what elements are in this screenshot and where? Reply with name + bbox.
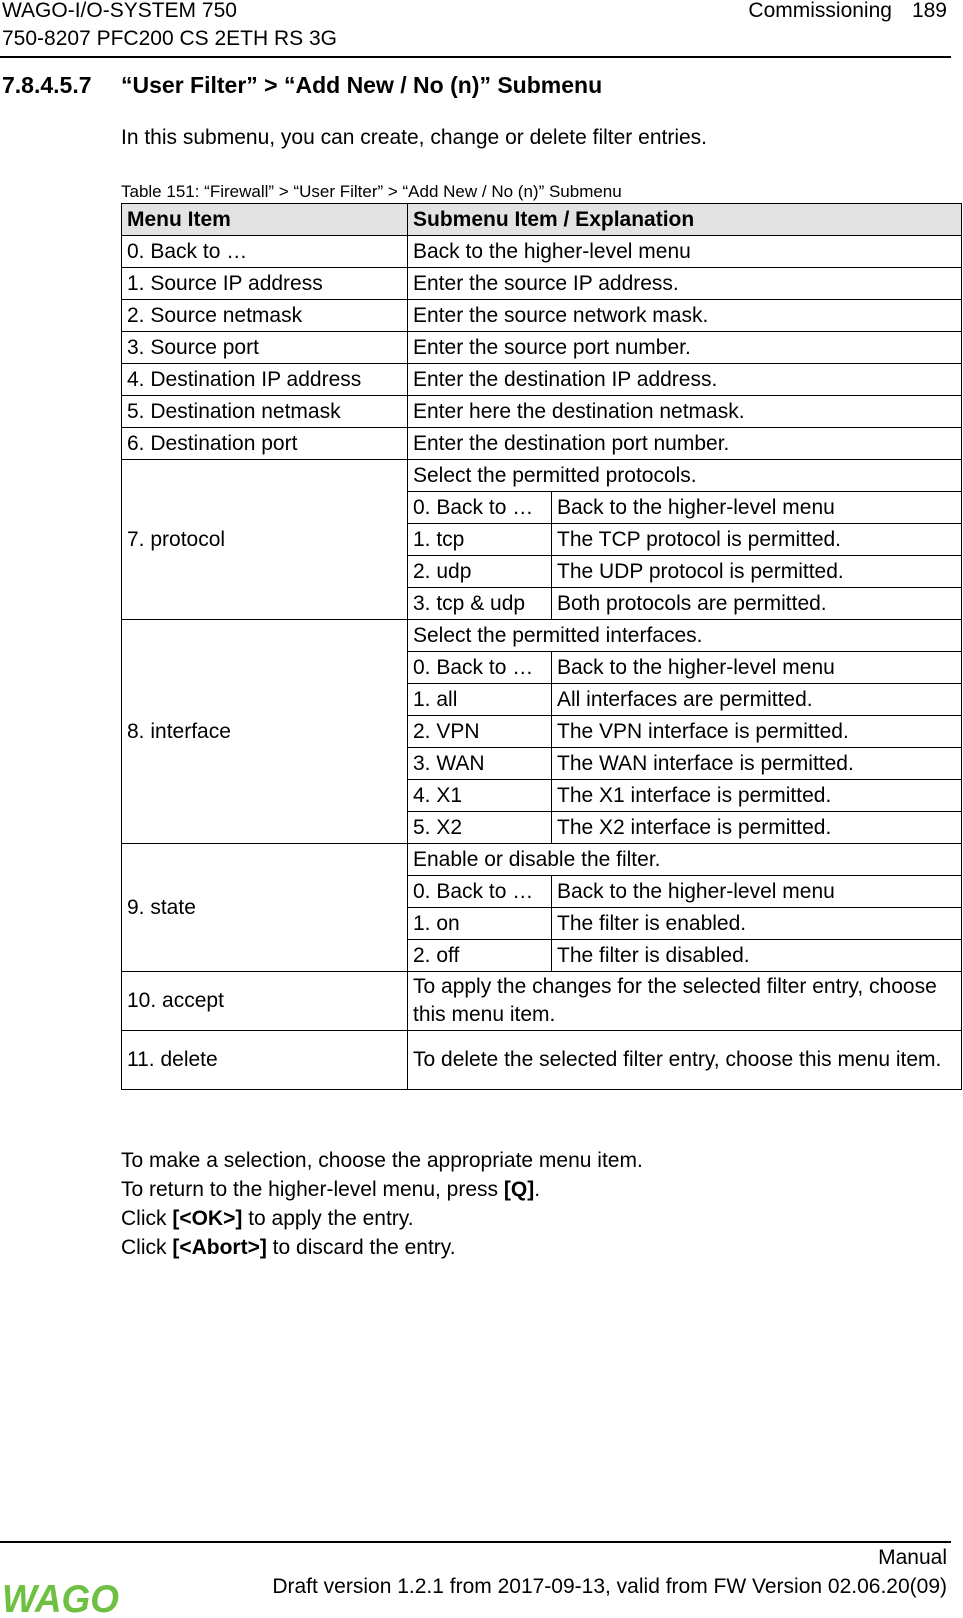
product-line: WAGO-I/O-SYSTEM 750 (2, 0, 237, 22)
table-row (122, 428, 962, 460)
submenu-explanation: Back to the higher-level menu (552, 876, 962, 908)
submenu-option: 0. Back to … (408, 492, 552, 524)
menu-item: 2. Source netmask (122, 300, 408, 332)
wago-logo-text: WAGO (2, 1579, 119, 1617)
submenu-option: 0. Back to … (408, 876, 552, 908)
table-row (122, 1031, 962, 1090)
submenu-explanation: The filter is disabled. (552, 940, 962, 972)
protocol-description: Select the permitted protocols. (408, 460, 962, 492)
explanation: Enter the source port number. (408, 332, 962, 364)
table-row (122, 236, 962, 268)
menu-item: 0. Back to … (122, 236, 408, 268)
menu-item-accept: 10. accept (122, 972, 408, 1031)
menu-item: 3. Source port (122, 332, 408, 364)
header-divider (0, 56, 951, 58)
submenu-explanation: The UDP protocol is permitted. (552, 556, 962, 588)
submenu-explanation: Both protocols are permitted. (552, 588, 962, 620)
submenu-option: 2. VPN (408, 716, 552, 748)
submenu-option: 1. all (408, 684, 552, 716)
submenu-explanation: All interfaces are permitted. (552, 684, 962, 716)
instruction-abort: Click [<Abort>] to discard the entry. (121, 1236, 456, 1259)
submenu-explanation: Back to the higher-level menu (552, 492, 962, 524)
submenu-explanation: The X1 interface is permitted. (552, 780, 962, 812)
explanation: Enter here the destination netmask. (408, 396, 962, 428)
menu-item-state: 9. state (122, 844, 408, 972)
menu-item: 4. Destination IP address (122, 364, 408, 396)
explanation: Enter the destination IP address. (408, 364, 962, 396)
menu-item-interface: 8. interface (122, 620, 408, 844)
explanation: Enter the source IP address. (408, 268, 962, 300)
submenu-table (121, 203, 962, 1090)
submenu-explanation: The VPN interface is permitted. (552, 716, 962, 748)
footer-version-note: Draft version 1.2.1 from 2017-09-13, valid from FW Version 02.06.20(09) (272, 1575, 947, 1598)
section-intro: In this submenu, you can create, change or delete filter entries. (121, 126, 708, 149)
submenu-option: 2. udp (408, 556, 552, 588)
table-row (122, 364, 962, 396)
submenu-option: 0. Back to … (408, 652, 552, 684)
page-header-right (748, 0, 947, 25)
table-row (122, 268, 962, 300)
submenu-option: 3. tcp & udp (408, 588, 552, 620)
page-number: 189 (911, 0, 947, 22)
footer-doc-type: Manual (878, 1546, 947, 1569)
explanation: Enter the source network mask. (408, 300, 962, 332)
table-row (122, 620, 962, 652)
instructions (121, 1146, 643, 1262)
submenu-explanation: The TCP protocol is permitted. (552, 524, 962, 556)
section-title: “User Filter” > “Add New / No (n)” Submenu (121, 72, 603, 98)
column-header-explanation: Submenu Item / Explanation (408, 204, 962, 236)
submenu-option: 4. X1 (408, 780, 552, 812)
menu-item-protocol: 7. protocol (122, 460, 408, 620)
table-row (122, 332, 962, 364)
instruction-select: To make a selection, choose the appropriate menu item. (121, 1149, 643, 1172)
submenu-explanation: The filter is enabled. (552, 908, 962, 940)
key-ok: [<OK>] (172, 1207, 243, 1230)
explanation: Back to the higher-level menu (408, 236, 962, 268)
table-row (122, 300, 962, 332)
submenu-option: 3. WAN (408, 748, 552, 780)
instruction-return: To return to the higher-level menu, press [Q]. (121, 1178, 541, 1201)
submenu-explanation: The WAN interface is permitted. (552, 748, 962, 780)
menu-item-delete: 11. delete (122, 1031, 408, 1090)
submenu-option: 1. on (408, 908, 552, 940)
submenu-option: 1. tcp (408, 524, 552, 556)
menu-item: 1. Source IP address (122, 268, 408, 300)
submenu-explanation: The X2 interface is permitted. (552, 812, 962, 844)
submenu-explanation: Back to the higher-level menu (552, 652, 962, 684)
submenu-option: 5. X2 (408, 812, 552, 844)
key-abort: [<Abort>] (172, 1236, 267, 1259)
menu-item: 5. Destination netmask (122, 396, 408, 428)
section-number: 7.8.4.5.7 (2, 72, 92, 98)
state-description: Enable or disable the filter. (408, 844, 962, 876)
interface-description: Select the permitted interfaces. (408, 620, 962, 652)
explanation: Enter the destination port number. (408, 428, 962, 460)
wago-logo (2, 1579, 121, 1617)
footer-divider (0, 1541, 951, 1543)
menu-item: 6. Destination port (122, 428, 408, 460)
key-q: [Q] (503, 1178, 535, 1201)
model-number: 750-8207 PFC200 CS 2ETH RS 3G (2, 27, 337, 50)
submenu-option: 2. off (408, 940, 552, 972)
table-caption: Table 151: “Firewall” > “User Filter” > “Add New / No (n)” Submenu (121, 182, 622, 201)
table-row (122, 460, 962, 492)
table-row (122, 972, 962, 1031)
delete-explanation: To delete the selected filter entry, choose this menu item. (408, 1031, 962, 1090)
table-header-row (122, 204, 962, 236)
instruction-ok: Click [<OK>] to apply the entry. (121, 1207, 414, 1230)
table-row (122, 844, 962, 876)
page-header-left (2, 0, 337, 53)
accept-explanation: To apply the changes for the selected filter entry, choose this menu item. (408, 972, 962, 1031)
chapter-name: Commissioning (748, 0, 892, 22)
table-row (122, 396, 962, 428)
column-header-menu-item: Menu Item (122, 204, 408, 236)
